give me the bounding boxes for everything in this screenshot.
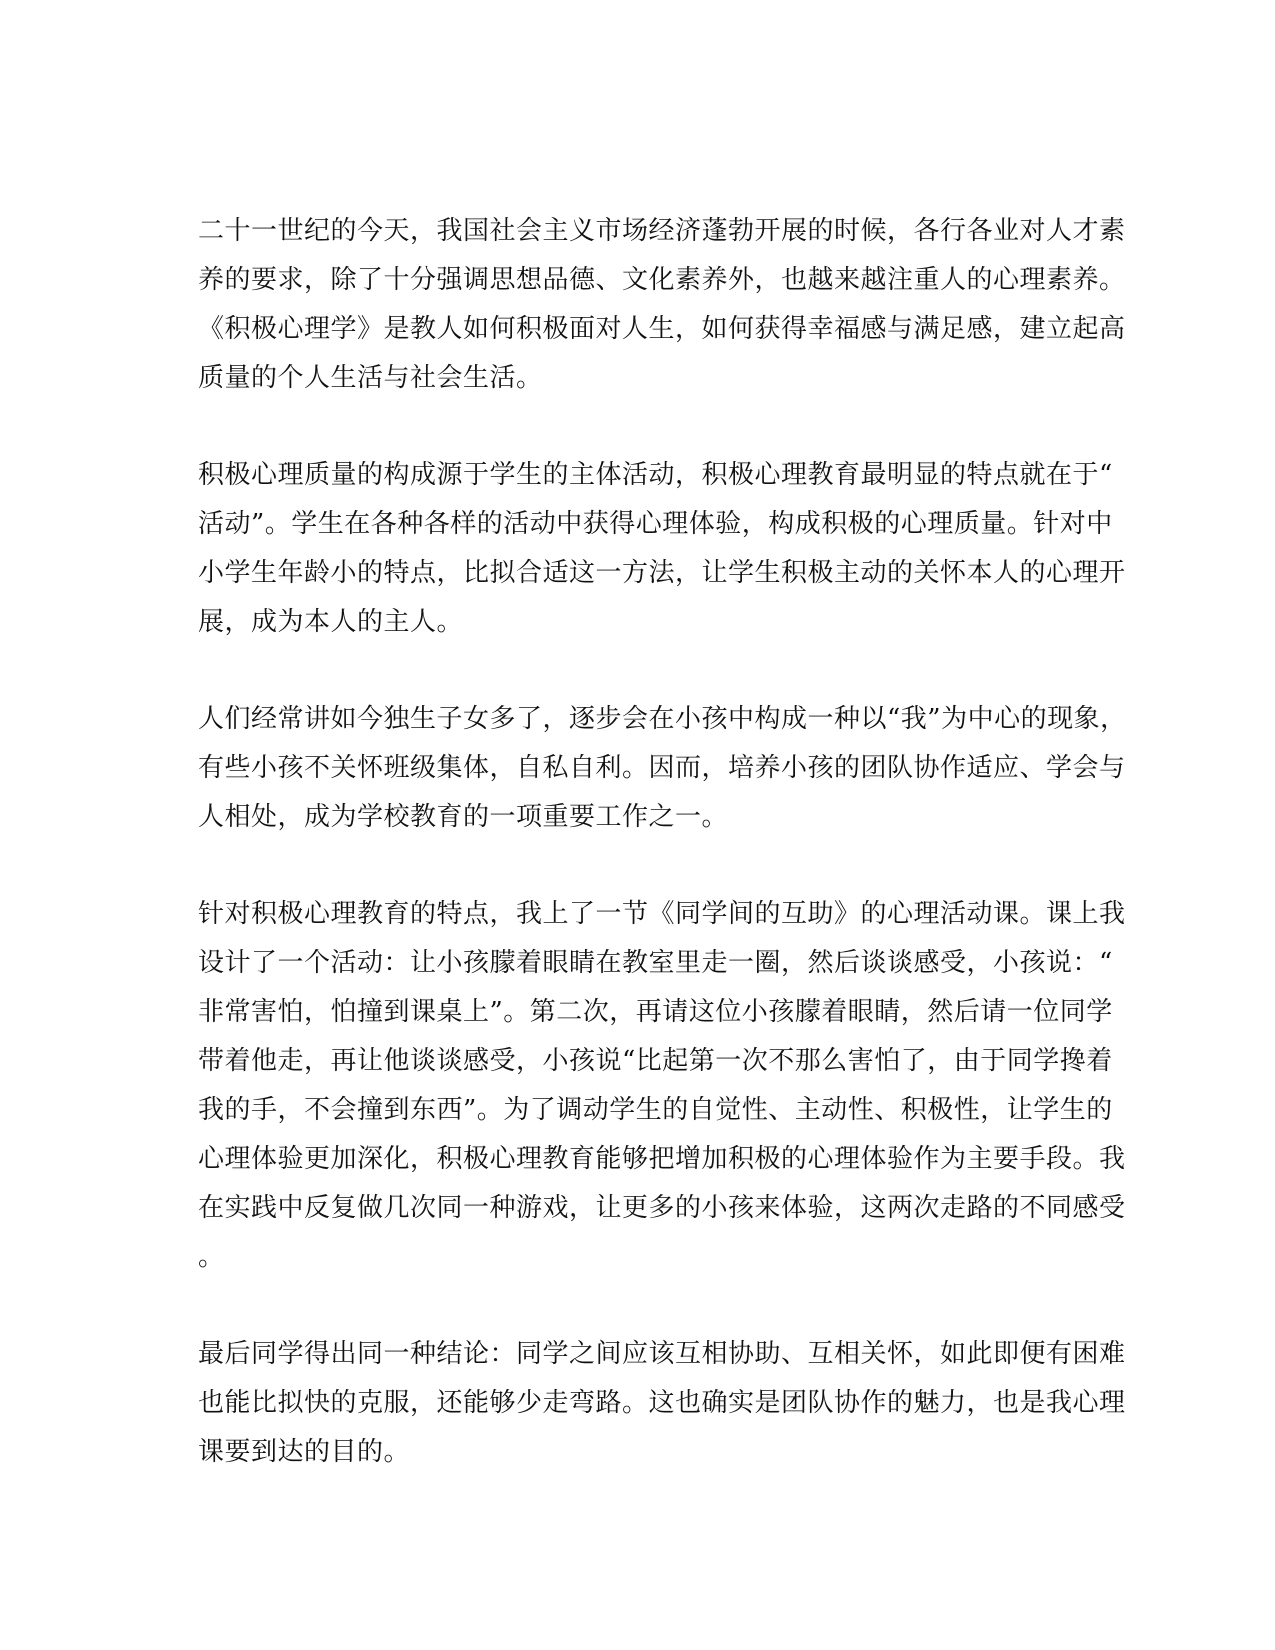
paragraph-line: 。 [198, 1242, 225, 1272]
paragraph-line: 《积极心理学》是教人如何积极面对人生，如何获得幸福感与满足感，建立起高 [198, 314, 1126, 344]
paragraph-4 [198, 890, 1126, 1282]
paragraph-line: 人相处，成为学校教育的一项重要工作之一。 [198, 802, 729, 832]
paragraph-line: 设计了一个活动：让小孩朦着眼睛在教室里走一圈，然后谈谈感受，小孩说：“ [198, 948, 1113, 978]
paragraph-line: 在实践中反复做几次同一种游戏，让更多的小孩来体验，这两次走路的不同感受 [198, 1193, 1126, 1223]
paragraph-line: 质量的个人生活与社会生活。 [198, 363, 543, 393]
paragraph-1 [198, 207, 1126, 403]
document-body [198, 207, 1127, 1525]
paragraph-5 [198, 1330, 1126, 1477]
paragraph-line: 我的手，不会撞到东西”。为了调动学生的自觉性、主动性、积极性，让学生的 [198, 1095, 1113, 1125]
paragraph-line: 人们经常讲如今独生子女多了，逐步会在小孩中构成一种以“我”为中心的现象， [198, 704, 1127, 734]
paragraph-line: 非常害怕，怕撞到课桌上”。第二次，再请这位小孩朦着眼睛，然后请一位同学 [198, 997, 1113, 1027]
paragraph-2 [198, 451, 1126, 647]
paragraph-line: 针对积极心理教育的特点，我上了一节《同学间的互助》的心理活动课。课上我 [198, 899, 1126, 929]
paragraph-line: 也能比拟快的克服，还能够少走弯路。这也确实是团队协作的魅力，也是我心理 [198, 1388, 1126, 1418]
paragraph-line: 有些小孩不关怀班级集体，自私自利。因而，培养小孩的团队协作适应、学会与 [198, 753, 1126, 783]
paragraph-line: 心理体验更加深化，积极心理教育能够把增加积极的心理体验作为主要手段。我 [198, 1144, 1126, 1174]
paragraph-line: 小学生年龄小的特点，比拟合适这一方法，让学生积极主动的关怀本人的心理开 [198, 558, 1126, 588]
paragraph-line: 积极心理质量的构成源于学生的主体活动，积极心理教育最明显的特点就在于“ [198, 460, 1113, 490]
paragraph-line: 二十一世纪的今天，我国社会主义市场经济蓬勃开展的时候，各行各业对人才素 [198, 216, 1126, 246]
paragraph-line: 展，成为本人的主人。 [198, 607, 464, 637]
paragraph-line: 活动”。学生在各种各样的活动中获得心理体验，构成积极的心理质量。针对中 [198, 509, 1113, 539]
paragraph-line: 最后同学得出同一种结论：同学之间应该互相协助、互相关怀，如此即便有困难 [198, 1339, 1126, 1369]
paragraph-line: 课要到达的目的。 [198, 1437, 411, 1467]
paragraph-3 [198, 695, 1127, 842]
paragraph-line: 养的要求，除了十分强调思想品德、文化素养外，也越来越注重人的心理素养。 [198, 265, 1126, 295]
paragraph-line: 带着他走，再让他谈谈感受，小孩说“比起第一次不那么害怕了，由于同学搀着 [198, 1046, 1113, 1076]
